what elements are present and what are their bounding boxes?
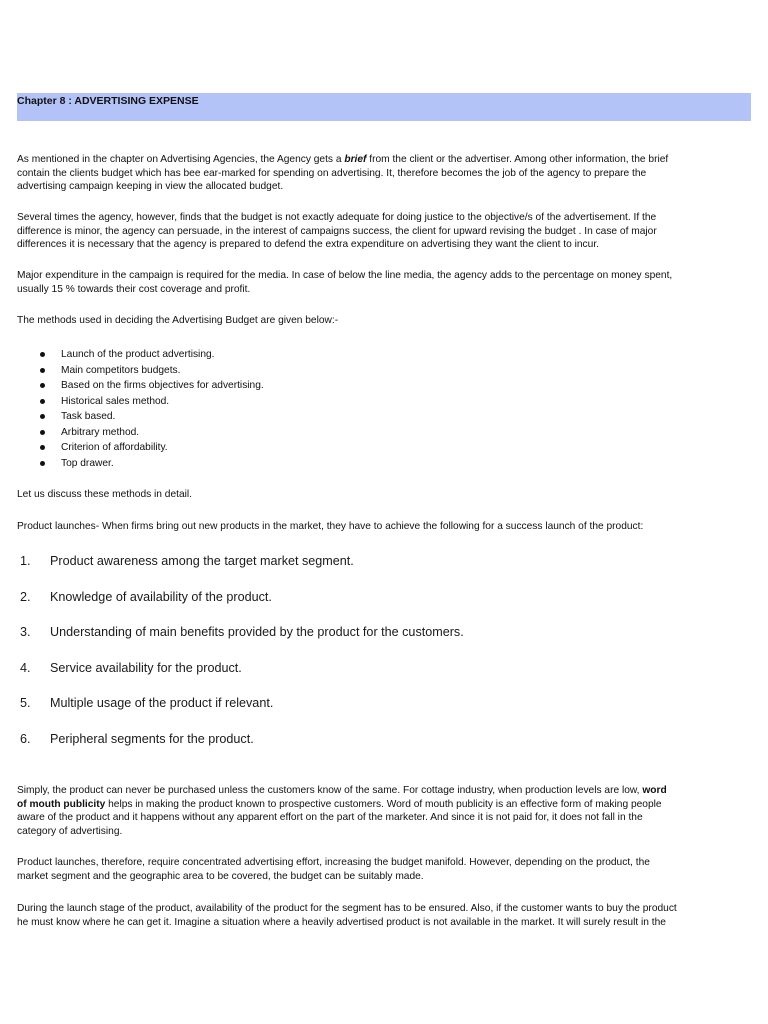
item-number: 5. <box>20 696 31 711</box>
chapter-header-bar <box>17 93 751 121</box>
list-item-text: Based on the firms objectives for advertising. <box>61 380 264 391</box>
methods-intro: The methods used in deciding the Advertising Budget are given below:- <box>17 315 339 326</box>
list-item-text: Historical sales method. <box>61 395 170 407</box>
paragraph-line: differences it is necessary that the agency is prepared to defend the extra expenditure on advertising they want the client to incur. <box>17 239 599 250</box>
numbered-item <box>17 731 717 767</box>
numbered-item <box>17 660 717 696</box>
list-item <box>17 410 417 426</box>
bold-term: word <box>642 785 667 796</box>
list-item <box>17 364 417 380</box>
media-expenditure-paragraph <box>17 269 753 296</box>
list-item <box>17 395 417 411</box>
bullet-dot <box>40 399 45 404</box>
paragraph-line: Several times the agency, however, finds that the budget is not exactly adequate for doing justice to the objective/s of the advertisement. If the <box>17 212 657 223</box>
paragraph-line: market segment and the geographic area to be covered, the budget can be suitably made. <box>17 870 424 882</box>
bullet-dot <box>40 414 45 419</box>
bullet-dot <box>40 368 45 373</box>
intro-text-line1-end: from the client or the advertiser. Among other information, the brief <box>366 154 669 165</box>
numbered-item <box>17 695 717 731</box>
item-text: Understanding of main benefits provided by the product for the customers. <box>50 625 464 640</box>
chapter-title: Chapter 8 : ADVERTISING EXPENSE <box>17 95 199 107</box>
list-item-text: Launch of the product advertising. <box>61 349 215 360</box>
list-item <box>17 441 417 457</box>
paragraph-line: Product launches, therefore, require concentrated advertising effort, increasing the budget manifold. However, depending on the product, the <box>17 857 650 868</box>
bold-term: of mouth publicity <box>17 798 106 810</box>
paragraph-text: Simply, the product can never be purchased unless the customers know of the same. For cottage industry, when production levels are low, <box>17 785 643 796</box>
budget-paragraph <box>17 856 753 883</box>
paragraph-line: he must know where he can get it. Imagine a situation where a heavily advertised product is not available in the market. It will surely result in the <box>17 916 666 928</box>
intro-text-start: As mentioned in the chapter on Advertising Agencies, the Agency gets a <box>17 154 345 165</box>
list-item <box>17 348 417 364</box>
list-item <box>17 457 417 473</box>
numbered-item <box>17 624 717 660</box>
item-number: 6. <box>20 731 31 746</box>
list-item-text: Arbitrary method. <box>61 426 140 438</box>
bullet-dot <box>40 430 45 435</box>
numbered-item <box>17 553 717 589</box>
intro-text-line2: contain the clients budget which has bee ear-marked for spending on advertising. It, therefore becomes the job of the agency to prepare the <box>17 167 647 179</box>
item-text: Service availability for the product. <box>50 660 242 675</box>
launch-intro: Product launches- When firms bring out new products in the market, they have to achieve the following for a success launch of the product: <box>17 521 644 532</box>
paragraph-line: Major expenditure in the campaign is required for the media. In case of below the line media, the agency adds to the percentage on money spent, <box>17 270 673 281</box>
list-item-text: Main competitors budgets. <box>61 364 181 376</box>
bullet-dot <box>40 445 45 450</box>
launch-stage-paragraph <box>17 902 753 929</box>
list-item <box>17 379 417 395</box>
item-text: Product awareness among the target market segment. <box>50 554 354 568</box>
intro-paragraph <box>17 153 753 194</box>
paragraph-line: During the launch stage of the product, availability of the product for the segment has to be ensured. Also, if the customer wants to buy the product <box>17 903 677 914</box>
discuss-line: Let us discuss these methods in detail. <box>17 489 192 500</box>
word-of-mouth-paragraph <box>17 784 753 838</box>
bullet-dot <box>40 383 45 388</box>
numbered-item <box>17 589 717 625</box>
intro-text-line3: advertising campaign keeping in view the allocated budget. <box>17 181 284 192</box>
launch-needs-list <box>17 553 717 767</box>
item-number: 1. <box>20 554 31 568</box>
paragraph-text: helps in making the product known to prospective customers. Word of mouth publicity is an effective form of making people <box>105 798 662 810</box>
methods-list <box>17 348 417 472</box>
list-item-text: Task based. <box>61 411 116 422</box>
list-item <box>17 426 417 442</box>
brief-keyword: brief <box>344 154 367 165</box>
bullet-dot <box>40 461 45 466</box>
paragraph-line: usually 15 % towards their cost coverage and profit. <box>17 283 251 295</box>
paragraph-line: difference is minor, the agency can persuade, in the interest of campaigns success, the client for upward revising the budget . In case of major <box>17 225 657 237</box>
list-item-text: Top drawer. <box>61 457 114 469</box>
item-text: Peripheral segments for the product. <box>50 731 254 746</box>
budget-adequacy-paragraph <box>17 211 753 252</box>
item-text: Multiple usage of the product if relevant. <box>50 696 274 711</box>
item-number: 2. <box>20 589 31 604</box>
paragraph-line: category of advertising. <box>17 825 123 837</box>
item-text: Knowledge of availability of the product. <box>50 589 272 604</box>
list-item-text: Criterion of affordability. <box>61 442 168 453</box>
paragraph-line: aware of the product and it happens without any apparent effort on the part of the marketer. And since it is not paid for, it does not fall in the <box>17 812 643 823</box>
bullet-dot <box>40 352 45 357</box>
item-number: 4. <box>20 660 31 675</box>
item-number: 3. <box>20 625 31 640</box>
